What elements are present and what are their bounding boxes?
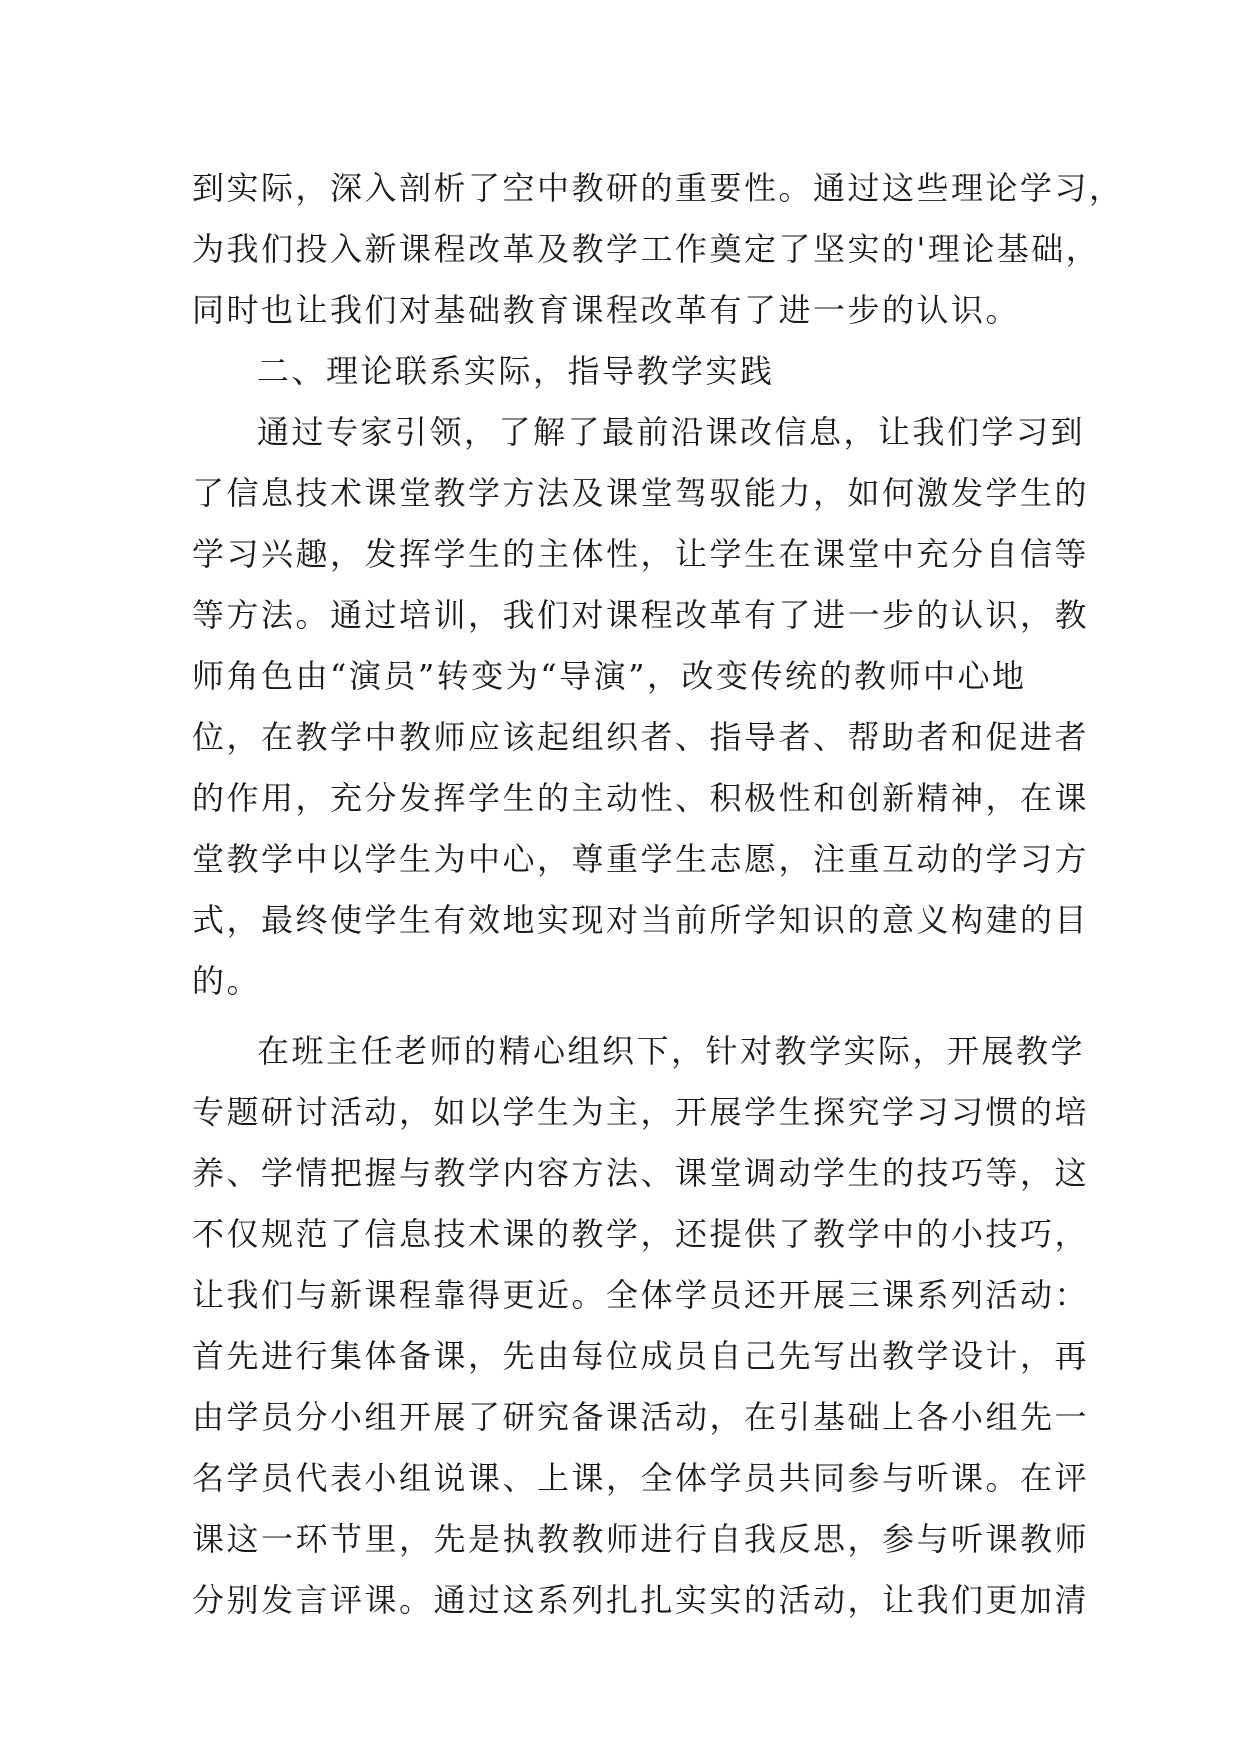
paragraph-3-line-1: 在班主任老师的精心组织下，针对教学实际，开展教学 (257, 1032, 1086, 1070)
section-heading-2: 二、理论联系实际，指导教学实践 (257, 352, 775, 390)
paragraph-3-line-2: 专题研讨活动，如以学生为主，开展学生探究学习习惯的培 (192, 1093, 1090, 1131)
paragraph-2-line-1: 通过专家引领，了解了最前沿课改信息，让我们学习到 (257, 413, 1086, 451)
paragraph-2-line-6: 位，在教学中教师应该起组织者、指导者、帮助者和促进者 (192, 718, 1090, 756)
paragraph-3-line-9: 课这一环节里，先是执教教师进行自我反思，参与听课教师 (192, 1520, 1090, 1558)
paragraph-1-line-2: 为我们投入新课程改革及教学工作奠定了坚实的'理论基础， (192, 230, 1101, 268)
paragraph-1-line-3: 同时也让我们对基础教育课程改革有了进一步的认识。 (192, 291, 1021, 329)
paragraph-2 (192, 402, 1090, 1012)
paragraph-1 (192, 158, 1124, 341)
paragraph-3-line-7: 由学员分小组开展了研究备课活动，在引基础上各小组先一 (192, 1398, 1090, 1436)
paragraph-2-line-7: 的作用，充分发挥学生的主动性、积极性和创新精神，在课 (192, 779, 1090, 817)
paragraph-2-line-4: 等方法。通过培训，我们对课程改革有了进一步的认识，教 (192, 596, 1090, 634)
paragraph-3-line-10: 分别发言评课。通过这系列扎扎实实的活动，让我们更加清 (192, 1581, 1090, 1619)
paragraph-3-line-3: 养、学情把握与教学内容方法、课堂调动学生的技巧等，这 (192, 1154, 1090, 1192)
paragraph-3 (192, 1021, 1090, 1631)
paragraph-2-line-10: 的。 (192, 962, 262, 1000)
document-body (192, 158, 1124, 1631)
paragraph-3-line-5: 让我们与新课程靠得更近。全体学员还开展三课系列活动： (192, 1276, 1090, 1314)
paragraph-1-line-1: 到实际，深入剖析了空中教研的重要性。通过这些理论学习， (192, 169, 1124, 207)
paragraph-2-line-3: 学习兴趣，发挥学生的主体性，让学生在课堂中充分自信等 (192, 535, 1090, 573)
paragraph-2-line-9: 式，最终使学生有效地实现对当前所学知识的意义构建的目 (192, 901, 1090, 939)
paragraph-3-line-6: 首先进行集体备课，先由每位成员自己先写出教学设计，再 (192, 1337, 1090, 1375)
paragraph-2-line-8: 堂教学中以学生为中心，尊重学生志愿，注重互动的学习方 (192, 840, 1090, 878)
paragraph-3-line-8: 名学员代表小组说课、上课，全体学员共同参与听课。在评 (192, 1459, 1090, 1497)
paragraph-2-line-5: 师角色由“演员”转变为“导演”，改变传统的教师中心地 (192, 657, 1027, 695)
paragraph-3-line-4: 不仅规范了信息技术课的教学，还提供了教学中的小技巧， (192, 1215, 1090, 1253)
paragraph-2-line-2: 了信息技术课堂教学方法及课堂驾驭能力，如何激发学生的 (192, 474, 1090, 512)
